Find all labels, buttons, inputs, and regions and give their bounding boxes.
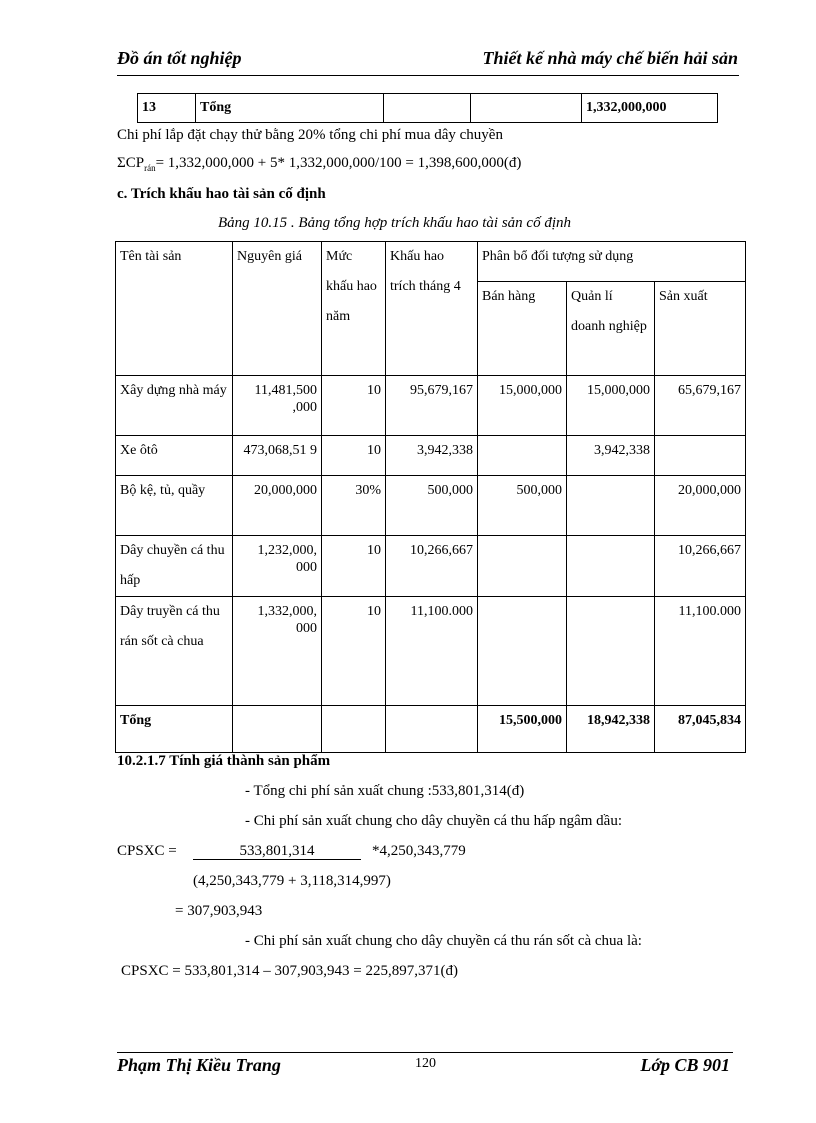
header-right: Thiết kế nhà máy chế biến hải sản	[482, 48, 738, 68]
total-mgmt: 18,942,338	[567, 706, 655, 753]
header-cost: Nguyên giá	[233, 242, 322, 376]
table-row	[116, 436, 746, 476]
fraction-denominator: (4,250,343,779 + 3,118,314,997)	[193, 873, 391, 889]
formula-prefix: ΣCP	[117, 155, 145, 171]
steamed-line-text: - Chi phí sản xuất chung cho dây chuyền cá thu hấp ngâm dầu:	[245, 813, 622, 829]
row-rate: 10	[322, 597, 386, 706]
row-mgmt	[567, 597, 655, 706]
table-row	[116, 476, 746, 536]
row-prod: 20,000,000	[655, 476, 746, 536]
top-table-label: Tổng	[196, 94, 384, 123]
header-asset: Tên tài sản	[116, 242, 233, 376]
row-mgmt	[567, 476, 655, 536]
total-general-cost: - Tổng chi phí sản xuất chung :533,801,314(đ)	[245, 783, 525, 799]
row-sales: 500,000	[478, 476, 567, 536]
footer-author: Phạm Thị Kiều Trang	[117, 1055, 281, 1075]
row-mgmt	[567, 536, 655, 597]
fraction-numerator: 533,801,314	[193, 843, 361, 860]
section-7-heading: 10.2.1.7 Tính giá thành sản phẩm	[117, 753, 331, 769]
table-row	[116, 536, 746, 597]
row-prod: 10,266,667	[655, 536, 746, 597]
row-dep: 500,000	[386, 476, 478, 536]
cpsxc-label: CPSXC =	[117, 843, 177, 859]
header-mgmt: Quản lí doanh nghiệp	[567, 282, 655, 376]
row-sales: 15,000,000	[478, 376, 567, 436]
row-dep: 11,100.000	[386, 597, 478, 706]
footer-class: Lớp CB 901	[640, 1055, 730, 1075]
row-rate: 30%	[322, 476, 386, 536]
row-mgmt: 3,942,338	[567, 436, 655, 476]
fried-line-text: - Chi phí sản xuất chung cho dây chuyền cá thu rán sốt cà chua là:	[245, 933, 642, 949]
row-prod: 65,679,167	[655, 376, 746, 436]
depreciation-table	[115, 241, 746, 753]
row-cost: 1,332,000, 000	[233, 597, 322, 706]
row-prod: 11,100.000	[655, 597, 746, 706]
row-asset: Xây dựng nhà máy	[116, 376, 233, 436]
total-sales: 15,500,000	[478, 706, 567, 753]
header-prod: Sản xuất	[655, 282, 746, 376]
header-rule	[117, 75, 739, 76]
row-dep: 95,679,167	[386, 376, 478, 436]
header-dep: Khấu hao trích tháng 4	[386, 242, 478, 376]
row-sales	[478, 436, 567, 476]
row-mgmt: 15,000,000	[567, 376, 655, 436]
header-rate: Mức khấu hao năm	[322, 242, 386, 376]
row-rate: 10	[322, 436, 386, 476]
row-cost: 20,000,000	[233, 476, 322, 536]
result-one: = 307,903,943	[175, 903, 263, 919]
total-label: Tổng	[116, 706, 233, 753]
row-asset: Xe ôtô	[116, 436, 233, 476]
header-sales: Bán hàng	[478, 282, 567, 376]
row-sales	[478, 597, 567, 706]
section-c-heading: c. Trích khấu hao tài sản cố định	[117, 186, 326, 202]
row-cost: 11,481,500 ,000	[233, 376, 322, 436]
row-asset: Bộ kệ, tủ, quầy	[116, 476, 233, 536]
row-dep: 3,942,338	[386, 436, 478, 476]
formula-line	[117, 155, 521, 173]
header-alloc: Phân bổ đối tượng sử dụng	[478, 242, 746, 282]
row-sales	[478, 536, 567, 597]
row-cost: 1,232,000, 000	[233, 536, 322, 597]
cpsxc-fried: CPSXC = 533,801,314 – 307,903,943 = 225,897,371(đ)	[121, 963, 458, 979]
top-table-no: 13	[138, 94, 196, 123]
table-caption: Bảng 10.15 . Bảng tổng hợp trích khấu hao tài sản cố định	[218, 215, 571, 231]
total-row	[116, 706, 746, 753]
row-prod	[655, 436, 746, 476]
row-cost: 473,068,51 9	[233, 436, 322, 476]
table-row	[116, 597, 746, 706]
header-left: Đồ án tốt nghiệp	[117, 48, 242, 68]
row-rate: 10	[322, 536, 386, 597]
row-dep: 10,266,667	[386, 536, 478, 597]
install-cost-text: Chi phí lắp đặt chạy thử bằng 20% tổng chi phí mua dây chuyền	[117, 127, 503, 143]
formula-sub: rán	[144, 163, 156, 173]
row-asset: Dây chuyền cá thu hấp	[116, 536, 233, 597]
table-row	[116, 376, 746, 436]
top-table	[137, 93, 718, 123]
top-table-value: 1,332,000,000	[582, 94, 718, 123]
total-prod: 87,045,834	[655, 706, 746, 753]
row-rate: 10	[322, 376, 386, 436]
page-number: 120	[415, 1056, 436, 1071]
formula-rest: = 1,332,000,000 + 5* 1,332,000,000/100 = 1,398,600,000(đ)	[155, 155, 522, 171]
row-asset: Dây truyền cá thu rán sốt cà chua	[116, 597, 233, 706]
footer-rule	[117, 1052, 733, 1053]
fraction-multiplier: *4,250,343,779	[372, 843, 466, 859]
